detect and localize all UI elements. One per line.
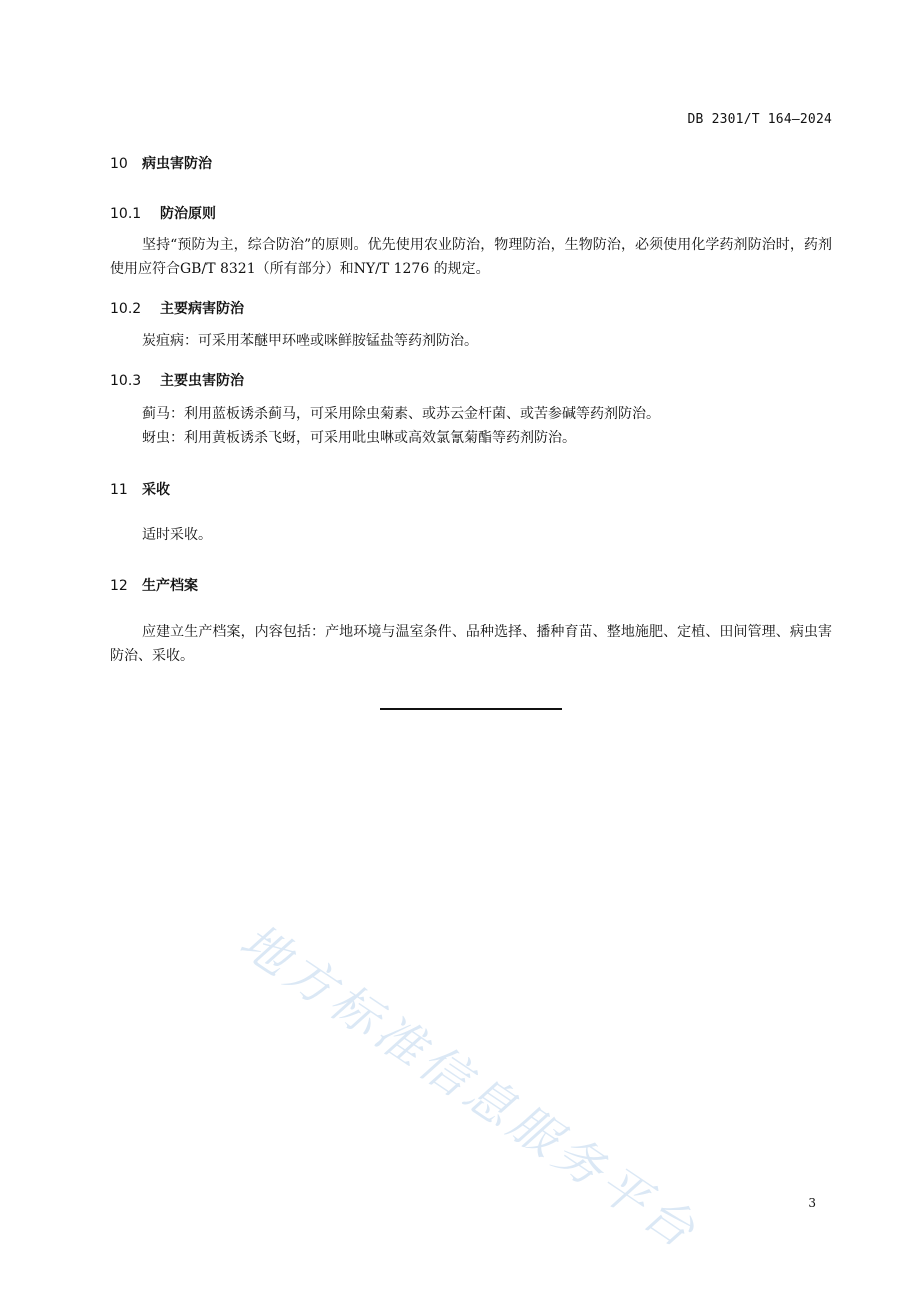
section-12-paragraph: 应建立生产档案，内容包括：产地环境与温室条件、品种选择、播种育苗、整地施肥、定植、田间管理、病虫害防治、采收。 (110, 624, 832, 664)
section-10-1-heading (110, 203, 216, 223)
section-10-3-paragraph-aphids: 蚜虫：利用黄板诱杀飞蚜，可采用吡虫啉或高效氯氰菊酯等药剂防治。 (142, 430, 576, 446)
section-10-2-heading (110, 298, 244, 318)
section-title: 防治原则 (160, 206, 216, 222)
section-10-1-paragraph: 坚持“预防为主，综合防治”的原则。优先使用农业防治，物理防治，生物防治，必须使用化学药剂防治时，药剂使用应符合GB/T 8321（所有部分）和NY/T 1276 的规定。 (110, 237, 832, 277)
section-number: 10.2 (110, 301, 142, 317)
document-code: DB 2301/T 164—2024 (687, 112, 832, 127)
section-10-heading (110, 153, 212, 173)
section-11-paragraph: 适时采收。 (142, 527, 212, 543)
watermark: 地方标准信息服务平台 (229, 913, 709, 1262)
page-number: 3 (808, 1196, 816, 1210)
section-10-3-paragraph-thrips: 蓟马：利用蓝板诱杀蓟马，可采用除虫菊素、或苏云金杆菌、或苦参碱等药剂防治。 (142, 406, 660, 422)
section-number: 11 (110, 482, 128, 498)
section-number: 10.3 (110, 373, 142, 389)
section-title: 主要病害防治 (160, 301, 244, 317)
end-of-document-rule (380, 708, 562, 710)
section-12-heading (110, 575, 198, 595)
section-title: 主要虫害防治 (160, 373, 244, 389)
section-10-3-heading (110, 370, 244, 390)
section-title: 病虫害防治 (142, 156, 212, 172)
section-number: 10 (110, 156, 128, 172)
section-title: 生产档案 (142, 578, 198, 594)
section-10-2-paragraph: 炭疽病：可采用苯醚甲环唑或咪鲜胺锰盐等药剂防治。 (142, 333, 478, 349)
section-number: 10.1 (110, 206, 142, 222)
section-11-heading (110, 479, 170, 499)
section-number: 12 (110, 578, 128, 594)
section-title: 采收 (142, 482, 170, 498)
